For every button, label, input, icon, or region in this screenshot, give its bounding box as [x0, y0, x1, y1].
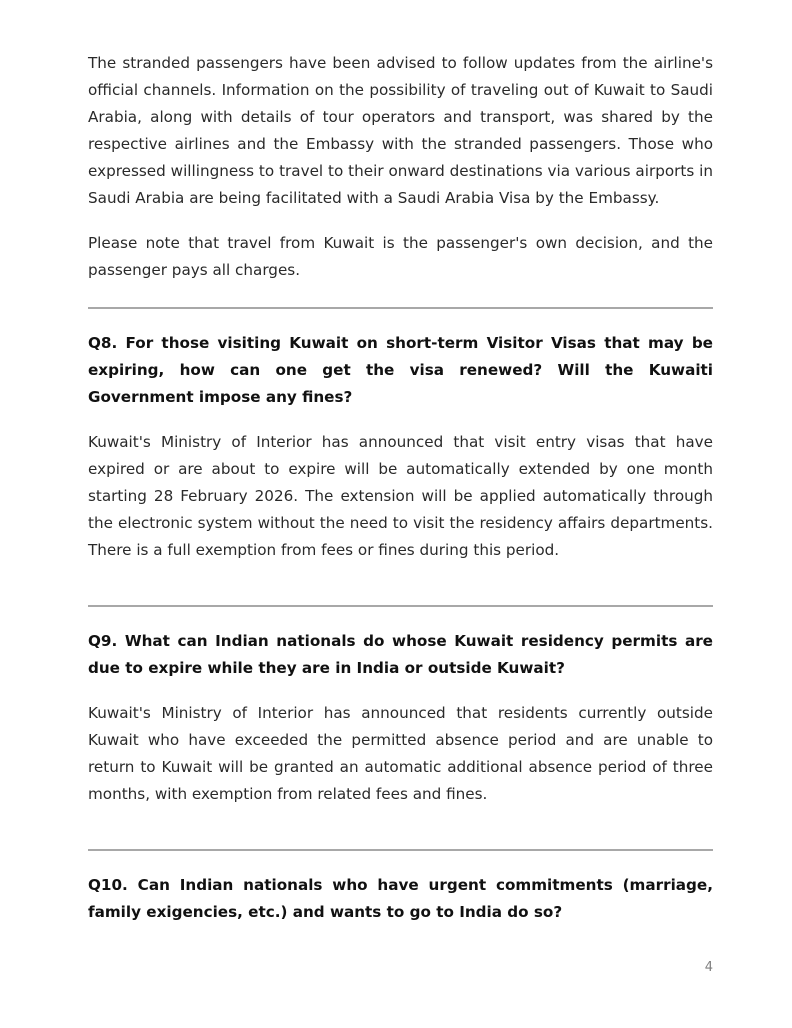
- intro-paragraph-2: Please note that travel from Kuwait is the passenger's own decision, and the passenger pays all charges.: [88, 234, 713, 279]
- q9-answer: Kuwait's Ministry of Interior has announced that residents currently outside Kuwait who have exceeded the permitted absence period and are unable to return to Kuwait will be granted an automatic additional absence period of three months, with exemption from related fees and fines.: [88, 704, 713, 803]
- q8-question: Q8. For those visiting Kuwait on short-term Visitor Visas that may be expiring, how can one get the visa renewed? Will the Kuwaiti Government impose any fines?: [88, 334, 713, 406]
- q9-question: Q9. What can Indian nationals do whose Kuwait residency permits are due to expire while they are in India or outside Kuwait?: [88, 632, 713, 677]
- intro-paragraph-1: The stranded passengers have been advised to follow updates from the airline's official channels. Information on the possibility of traveling out of Kuwait to Saudi Arabia, along with details of tour operators and transport, was shared by the respective airlines and the Embassy with the stranded passengers. Those who expressed willingness to travel to their onward destinations via various airports in Saudi Arabia are being facilitated with a Saudi Arabia Visa by the Embassy.: [88, 54, 713, 207]
- q10-question: Q10. Can Indian nationals who have urgent commitments (marriage, family exigencies, etc.) and wants to go to India do so?: [88, 876, 713, 921]
- q8-answer: Kuwait's Ministry of Interior has announced that visit entry visas that have expired or are about to expire will be automatically extended by one month starting 28 February 2026. The extension will be applied automatically through the electronic system without the need to visit the residency affairs departments. There is a full exemption from fees or fines during this period.: [88, 433, 713, 559]
- page-number: 4: [704, 960, 713, 975]
- document-page: [88, 50, 713, 926]
